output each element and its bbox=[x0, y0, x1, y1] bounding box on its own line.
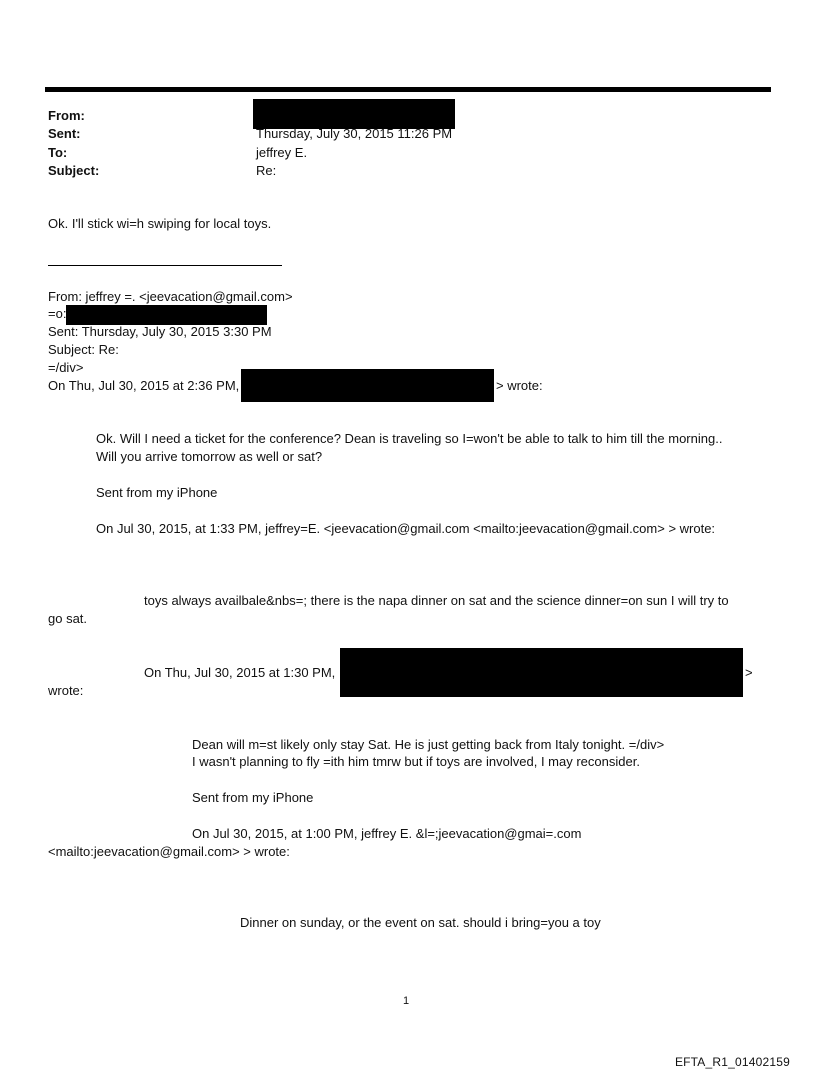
level2-wrote: wrote: bbox=[48, 683, 84, 698]
sent-value: Thursday, July 30, 2015 11:26 PM bbox=[256, 126, 453, 141]
level2-on-prefix: On Thu, Jul 30, 2015 at 1:30 PM, bbox=[144, 665, 336, 680]
quoted-subject: Subject: Re: bbox=[48, 342, 119, 357]
reply-text: Ok. I'll stick wi=h swiping for local toys. bbox=[48, 216, 272, 231]
document-id: EFTA_R1_01402159 bbox=[674, 1055, 790, 1069]
level2-on-gt: > bbox=[745, 665, 753, 680]
subject-label: Subject: bbox=[48, 163, 100, 178]
level3-on-line: On Jul 30, 2015, at 1:00 PM, jeffrey E. &l=;jeevacation@gmai=.com bbox=[192, 826, 582, 841]
quoted-div: =/div> bbox=[48, 360, 84, 375]
level1-on-line: On Jul 30, 2015, at 1:33 PM, jeffrey=E. <jeevacation@gmail.com <mailto:jeevacation@gmail.com> > wrote: bbox=[96, 521, 716, 536]
sent-label: Sent: bbox=[48, 126, 81, 141]
level1-line2: Will you arrive tomorrow as well or sat? bbox=[96, 449, 323, 464]
redaction-sender-1 bbox=[241, 369, 494, 402]
level1-sent-from: Sent from my iPhone bbox=[96, 485, 218, 500]
subject-value: Re: bbox=[256, 163, 277, 178]
separator-line bbox=[48, 265, 282, 266]
level3-on-cont: <mailto:jeevacation@gmail.com> > wrote: bbox=[48, 844, 290, 859]
to-label: To: bbox=[48, 145, 68, 160]
quoted-from: From: jeffrey =. <jeevacation@gmail.com> bbox=[48, 289, 293, 304]
top-rule bbox=[45, 87, 771, 92]
redaction-to bbox=[66, 305, 267, 325]
redaction-from bbox=[253, 99, 455, 129]
level3-line1: Dean will m=st likely only stay Sat. He is just getting back from Italy tonight. =/div> bbox=[192, 737, 665, 752]
level1-line1: Ok. Will I need a ticket for the conference? Dean is traveling so I=won't be able to talk to him till the morning.. bbox=[96, 431, 723, 446]
level3-sent-from: Sent from my iPhone bbox=[192, 790, 314, 805]
level2-toys-line: toys always availbale&nbs=; there is the napa dinner on sat and the science dinner=on sun I will try to bbox=[144, 593, 729, 608]
level3-line2: I wasn't planning to fly =ith him tmrw but if toys are involved, I may reconsider. bbox=[192, 754, 640, 769]
level2-toys-cont: go sat. bbox=[48, 611, 88, 626]
quoted-on-suffix: > wrote: bbox=[496, 378, 543, 393]
page-number: 1 bbox=[403, 995, 410, 1007]
from-label: From: bbox=[48, 108, 85, 123]
quoted-sent: Sent: Thursday, July 30, 2015 3:30 PM bbox=[48, 324, 272, 339]
quoted-to-prefix: =o: bbox=[48, 306, 67, 321]
quoted-on-prefix: On Thu, Jul 30, 2015 at 2:36 PM, bbox=[48, 378, 240, 393]
level4-line: Dinner on sunday, or the event on sat. should i bring=you a toy bbox=[240, 915, 601, 930]
redaction-sender-2 bbox=[340, 648, 743, 697]
to-value: jeffrey E. bbox=[256, 145, 308, 160]
